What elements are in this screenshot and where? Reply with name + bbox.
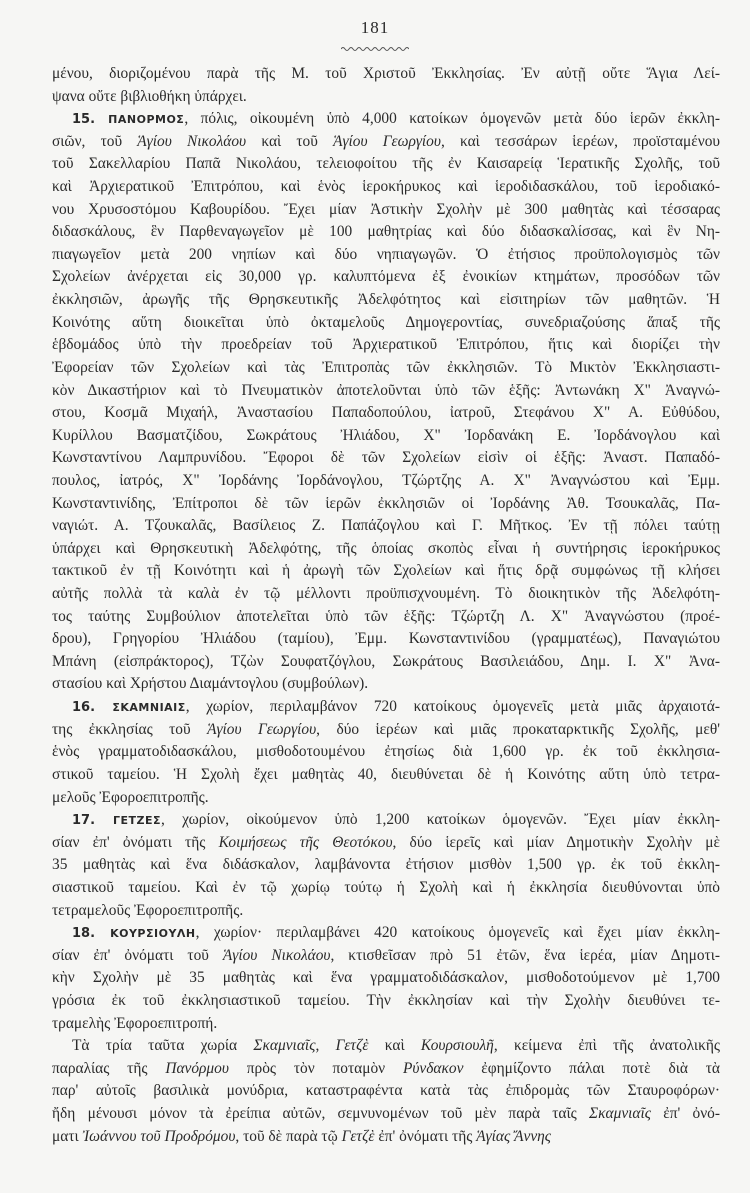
text-line: 18. ΚΟΥΡΣΙΟΥΛΗ, χωρίον· περιλαμβάνει 420 κατοίκους ὁμογενεῖς καὶ ἔχει μίαν ἐκκλη- bbox=[72, 924, 720, 942]
text-line: σιῶν, τοῦ Ἁγίου Νικολάου καὶ τοῦ Ἁγίου Γεωργίου, καὶ τεσσάρων ἱερέων, προϊσταμένου bbox=[52, 132, 720, 150]
text-line: Σχολείων ἀνέρχεται εἰς 30,000 γρ. καλυπτόμενα ἐξ ἐνοικίων κτημάτων, προσόδων τῶν bbox=[52, 268, 720, 286]
italic-name: Ἁγίου Νικολάου bbox=[222, 946, 331, 964]
text-line: Μπάνη (εἰσπράκτορος), Τζὼν Σουφατζόγλου, Σωκράτους Βασιλειάδου, Δημ. Ι. Χ" Ἀνα- bbox=[52, 652, 720, 670]
paragraph bbox=[52, 696, 720, 809]
italic-name: Γετζὲ bbox=[341, 1127, 375, 1145]
italic-name: Γετζὲ bbox=[335, 1037, 369, 1055]
paragraph bbox=[52, 922, 720, 1035]
wavy-rule-ornament bbox=[341, 46, 409, 52]
italic-name: Ρύνδακον bbox=[402, 1059, 464, 1077]
text-line: αὐτῆς πολλὰ τὰ καλὰ ἐν τῷ μέλλοντι προϋπισχνουμένη. Τὸ διοικητικὸν τῆς Ἀδελφότη- bbox=[52, 585, 720, 603]
italic-name: Ἁγίου Γεωργίου bbox=[207, 720, 317, 738]
entry-number: 16. bbox=[72, 700, 113, 716]
entry-heading: ΣΚΑΜΝΙΑΙΣ bbox=[112, 701, 186, 715]
text-line: σιαστικοῦ ταμείου. Καὶ ἐν τῷ χωρίῳ τούτῳ ἡ Σχολὴ καὶ ἡ ἐκκλησία διευθύνονται ὑπὸ bbox=[52, 878, 720, 896]
page-number: 181 bbox=[360, 18, 390, 37]
entry-heading: ΠΑΝΟΡΜΟΣ bbox=[108, 113, 185, 127]
italic-name: Κοιμήσεως τῆς Θεοτόκου bbox=[218, 833, 393, 851]
text-line: πιαγωγεῖον μετὰ 200 νηπίων καὶ δύο νηπιαγωγῶν. Ὁ ἐτήσιος προϋπολογισμὸς τῶν bbox=[52, 245, 720, 263]
italic-name: Πανόρμου bbox=[165, 1059, 229, 1077]
entry-number: 18. bbox=[72, 926, 111, 942]
text-line: τακτικοῦ ἐν τῇ Κοινότητι καὶ ἡ ἀρωγὴ τῶν Σχολείων καὶ ἥτις δρᾷ συμφώνως τῇ κλήσει bbox=[52, 562, 720, 580]
text-line: 15. ΠΑΝΟΡΜΟΣ, πόλις, οἰκουμένη ὑπὸ 4,000 κατοίκων ὁμογενῶν μετὰ δύο ἱερῶν ἐκκλη- bbox=[72, 110, 720, 128]
text-line: 17. ΓΕΤΖΕΣ, χωρίον, οἰκούμενον ὑπὸ 1,200 κατοίκων ὁμογενῶν. Ἔχει μίαν ἐκκλη- bbox=[72, 811, 720, 829]
text-line: πουλος, ἰατρός, Χ" Ἰορδάνης Ἰορδάνογλου, Τζώρτζης Α. Χ" Ἀναγνώστου καὶ Ἐμμ. bbox=[52, 471, 720, 489]
text-line: Κωνσταντίνου Λαμπρυνίδου. Ἔφοροι δὲ τῶν Σχολείων εἰσὶν οἱ ἑξῆς: Ἀναστ. Παπαδό- bbox=[52, 449, 720, 467]
text-line: καὶ Ἀρχιερατικοῦ Ἐπιτρόπου, καὶ ἑνὸς ἱεροκήρυκος καὶ ἱεροδιδασκάλου, τοῦ ἱεροδιακό- bbox=[52, 178, 720, 196]
text-line: Ἐφορείαν τῶν Σχολείων καὶ τὰς Ἐπιτροπὰς τῶν ἐκκλησιῶν. Τὸ Μικτὸν Ἐκκλησιαστι- bbox=[52, 358, 720, 376]
text-line: τραμελὴς Ἐφοροεπιτροπή. bbox=[52, 1014, 218, 1032]
text-line: ναγιώτ. Α. Τζουκαλᾶς, Βασίλειος Ζ. Παπάζογλου καὶ Γ. Μῆτκος. Ἐν τῇ πόλει ταύτῃ bbox=[52, 517, 720, 535]
italic-name: Σκαμνιαῖς bbox=[253, 1037, 316, 1055]
text-line: Κοινότης αὕτη διοικεῖται ὑπὸ ὀκταμελοῦς Δημογεροντίας, συνεδριαζούσης ἅπαξ τῆς bbox=[52, 313, 720, 331]
text-line: τοῦ Σακελλαρίου Παπᾶ Νικολάου, τελειοφοίτου τῆς ἐν Καισαρείᾳ Ἱερατικῆς Σχολῆς, τοῦ bbox=[52, 155, 720, 173]
italic-name: Ἰωάννου τοῦ Προδρόμου bbox=[82, 1127, 236, 1145]
text-line: τετραμελοῦς Ἐφοροεπιτροπῆς. bbox=[52, 901, 244, 919]
text-line: παραλίας τῆς Πανόρμου πρὸς τὸν ποταμὸν Ρύνδακον ἐφημίζοντο πάλαι ποτὲ διὰ τὰ bbox=[52, 1059, 720, 1077]
text-line: Κωνσταντινίδης, Ἐπίτροποι δὲ τῶν ἱερῶν ἐκκλησιῶν οἱ Ἰορδάνης Ἀθ. Τσουκαλᾶς, Πα- bbox=[52, 494, 720, 512]
text-line: κὴν Σχολὴν μὲ 35 μαθητὰς καὶ ἕνα γραμματοδιδάσκαλον, μισθοδοτούμενον μὲ 1,700 bbox=[52, 969, 720, 987]
text-line: ἤδη μένουσι μόνον τὰ ἐρείπια αὐτῶν, σεμνυνομένων τοῦ μὲν παρὰ ταῖς Σκαμνιαῖς ἐπ' ὀνό- bbox=[52, 1105, 720, 1123]
text-line: Κυρίλλου Βασματζίδου, Σωκράτους Ἠλιάδου, Χ" Ἰορδανάκη Ε. Ἰορδάνογλου καὶ bbox=[52, 426, 720, 444]
body-text bbox=[52, 63, 720, 1148]
text-line: σίαν ἐπ' ὀνόματι τοῦ Ἁγίου Νικολάου, κτισθεῖσαν πρὸ 51 ἐτῶν, ἕνα ἱερέα, μίαν Δημοτι- bbox=[52, 946, 720, 964]
text-line: στασίου καὶ Χρήστου Διαμάντογλου (συμβούλων). bbox=[52, 675, 369, 693]
italic-name: Σκαμνιαῖς bbox=[588, 1105, 652, 1123]
text-line: τος ταύτης Συμβούλιον ἀποτελεῖται ὑπὸ τῶν ἑξῆς: Τζώρτζη Λ. Χ" Ἀναγνώστου (προέ- bbox=[52, 607, 720, 625]
text-line: μελοῦς Ἐφοροεπιτροπῆς. bbox=[52, 788, 209, 806]
italic-name: Ἁγίου Νικολάου bbox=[137, 132, 247, 150]
paragraph bbox=[52, 63, 720, 108]
italic-name: Ἁγίου Γεωργίου bbox=[333, 132, 441, 150]
text-line: νου Χρυσοστόμου Καβουρίδου. Ἔχει μίαν Ἀστικὴν Σχολὴν μὲ 300 μαθητὰς καὶ τέσσαρας bbox=[52, 200, 720, 218]
text-line: δρου), Γρηγορίου Ἠλιάδου (ταμίου), Ἐμμ. Κωνσταντινίδου (γραμματέως), Παναγιώτου bbox=[52, 630, 720, 648]
text-line: ματι Ἰωάννου τοῦ Προδρόμου, τοῦ δὲ παρὰ τῷ Γετζὲ ἐπ' ὀνόματι τῆς Ἁγίας Ἄννης bbox=[52, 1127, 552, 1145]
text-line: στικοῦ ταμείου. Ἡ Σχολὴ ἔχει μαθητὰς 40, διευθύνεται δὲ ἡ Κοινότης αὕτη ὑπὸ τετρα- bbox=[52, 765, 720, 783]
italic-name: Ἁγίας Ἄννης bbox=[476, 1127, 552, 1145]
text-line: ὑπάρχει καὶ Θρησκευτικὴ Ἀδελφότης, τῆς ὁποίας σκοπὸς εἶναι ἡ συντήρησις ἱεροκήρυκος bbox=[52, 539, 720, 557]
text-line: Τὰ τρία ταῦτα χωρία Σκαμνιαῖς, Γετζὲ καὶ Κουρσιουλῆ, κείμενα ἐπὶ τῆς ἀνατολικῆς bbox=[72, 1037, 720, 1055]
italic-name: Κουρσιουλῆ bbox=[420, 1037, 494, 1055]
text-line: ψανα οὔτε βιβλιοθήκη ὑπάρχει. bbox=[52, 87, 247, 105]
text-line: 16. ΣΚΑΜΝΙΑΙΣ, χωρίον, περιλαμβάνον 720 κατοίκους ὁμογενεῖς μετὰ μιᾶς ἀρχαιοτά- bbox=[72, 698, 720, 716]
entry-heading: ΓΕΤΖΕΣ bbox=[112, 814, 162, 828]
text-line: ἑβδομάδος ὑπὸ τὴν προεδρείαν τοῦ Ἀρχιερατικοῦ Ἐπιτρόπου, ἥτις καὶ διορίζει τὴν bbox=[52, 336, 720, 354]
text-line: μένου, διοριζομένου παρὰ τῆς Μ. τοῦ Χριστοῦ Ἐκκλησίας. Ἐν αὐτῇ οὔτε Ἅγια Λεί- bbox=[52, 65, 720, 82]
text-line: στου, Κοσμᾶ Μιχαήλ, Ἀναστασίου Παπαδοπούλου, ἰατροῦ, Στεφάνου Χ" Α. Εὐθύδου, bbox=[52, 404, 720, 422]
text-line: διδασκάλους, ἓν Παρθεναγωγεῖον μὲ 100 μαθητρίας καὶ δύο διδασκαλίσσας, καὶ ἓν Νη- bbox=[52, 223, 720, 241]
paragraph bbox=[52, 108, 720, 696]
text-line: ἐκκλησιῶν, ἀρωγῆς τῆς Θρησκευτικῆς Ἀδελφότητος καὶ εἰσιτηρίων τῶν μαθητῶν. Ἡ bbox=[52, 291, 720, 309]
text-line: γρόσια ἐκ τοῦ ἐκκλησιαστικοῦ ταμείου. Τὴν ἐκκλησίαν καὶ τὴν Σχολὴν διευθύνει τε- bbox=[52, 991, 720, 1009]
entry-heading: ΚΟΥΡΣΙΟΥΛΗ bbox=[110, 927, 196, 941]
text-line: σίαν ἐπ' ὀνόματι τῆς Κοιμήσεως τῆς Θεοτόκου, δύο ἱερεῖς καὶ μίαν Δημοτικὴν Σχολὴν μὲ bbox=[52, 833, 720, 851]
text-line: κὸν Δικαστήριον καὶ τὸ Πνευματικὸν ἀποτελοῦνται ὑπὸ τῶν ἑξῆς: Ἀντωνάκη Χ" Ἀναγνώ- bbox=[52, 381, 720, 399]
text-line: 35 μαθητὰς καὶ ἕνα διδάσκαλον, λαμβάνοντα ἐτήσιον μισθὸν 1,500 γρ. ἐκ τοῦ ἐκκλη- bbox=[52, 856, 720, 874]
entry-number: 17. bbox=[72, 813, 113, 829]
entry-number: 15. bbox=[72, 112, 109, 128]
paragraph bbox=[52, 1035, 720, 1148]
paragraph bbox=[52, 809, 720, 922]
text-line: παρ' αὐτοῖς βασιλικὰ μονύδρια, καταστραφέντα κατὰ τὰς ἐπιδρομὰς τῶν Σταυροφόρων· bbox=[52, 1082, 720, 1100]
text-line: της ἐκκλησίας τοῦ Ἁγίου Γεωργίου, δύο ἱερέων καὶ μιᾶς προκαταρκτικῆς Σχολῆς, μεθ' bbox=[52, 720, 720, 738]
text-line: ἑνὸς γραμματοδιδασκάλου, μισθοδοτουμένου ἐτησίως διὰ 1,600 γρ. ἐκ τοῦ ἐκκλησια- bbox=[52, 743, 720, 761]
